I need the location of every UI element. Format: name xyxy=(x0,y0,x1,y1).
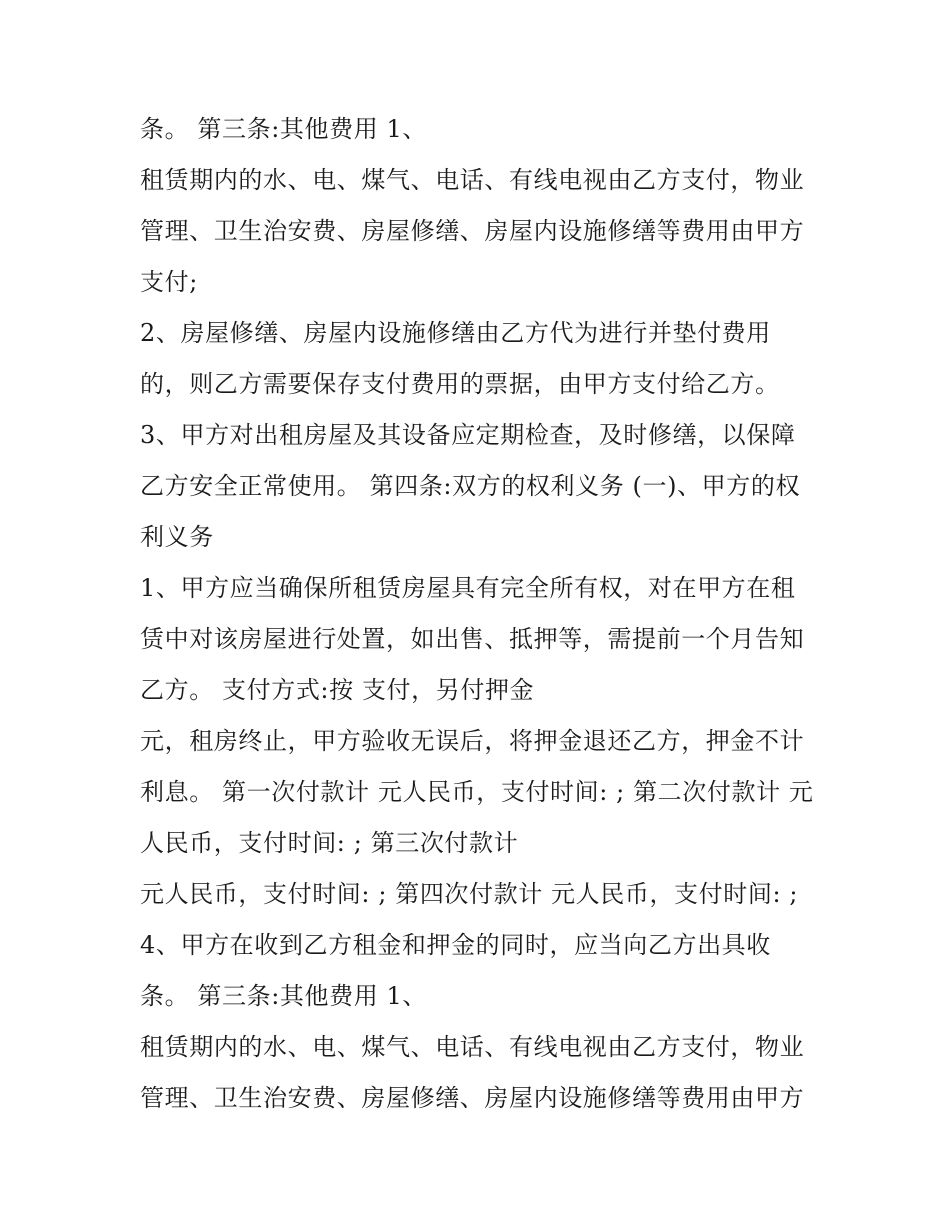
text-line: 条。 第三条:其他费用 1、 xyxy=(140,982,428,1010)
text-line: 利息。 第一次付款计 元人民币，支付时间: ; 第二次付款计 元 xyxy=(140,778,814,806)
text-line: 元，租房终止，甲方验收无误后，将押金退还乙方，押金不计 xyxy=(140,727,805,755)
text-line: 乙方安全正常使用。 第四条:双方的权利义务 (一)、甲方的权 xyxy=(140,472,801,500)
text-line: 人民币，支付时间: ; 第三次付款计 xyxy=(140,829,519,857)
text-line: 3、甲方对出租房屋及其设备应定期检查，及时修缮，以保障 xyxy=(140,421,796,449)
text-line: 利义务 xyxy=(140,523,214,551)
text-line: 条。 第三条:其他费用 1、 xyxy=(140,115,428,143)
text-line: 支付; xyxy=(140,268,198,296)
text-line: 元人民币，支付时间: ; 第四次付款计 元人民币，支付时间: ; xyxy=(140,880,799,908)
text-line: 管理、卫生治安费、房屋修缮、房屋内设施修缮等费用由甲方 xyxy=(140,1084,805,1112)
document-body xyxy=(140,104,830,1124)
text-line: 租赁期内的水、电、煤气、电话、有线电视由乙方支付，物业 xyxy=(140,166,805,194)
text-line: 4、甲方在收到乙方租金和押金的同时，应当向乙方出具收 xyxy=(140,931,771,959)
text-line: 租赁期内的水、电、煤气、电话、有线电视由乙方支付，物业 xyxy=(140,1033,805,1061)
text-line: 1、甲方应当确保所租赁房屋具有完全所有权，对在甲方在租 xyxy=(140,574,796,602)
text-line: 的，则乙方需要保存支付费用的票据，由甲方支付给乙方。 xyxy=(140,370,780,398)
text-line: 乙方。 支付方式:按 支付，另付押金 xyxy=(140,676,535,704)
text-line: 管理、卫生治安费、房屋修缮、房屋内设施修缮等费用由甲方 xyxy=(140,217,805,245)
text-line: 赁中对该房屋进行处置，如出售、抵押等，需提前一个月告知 xyxy=(140,625,805,653)
text-line: 2、房屋修缮、房屋内设施修缮由乙方代为进行并垫付费用 xyxy=(140,319,771,347)
